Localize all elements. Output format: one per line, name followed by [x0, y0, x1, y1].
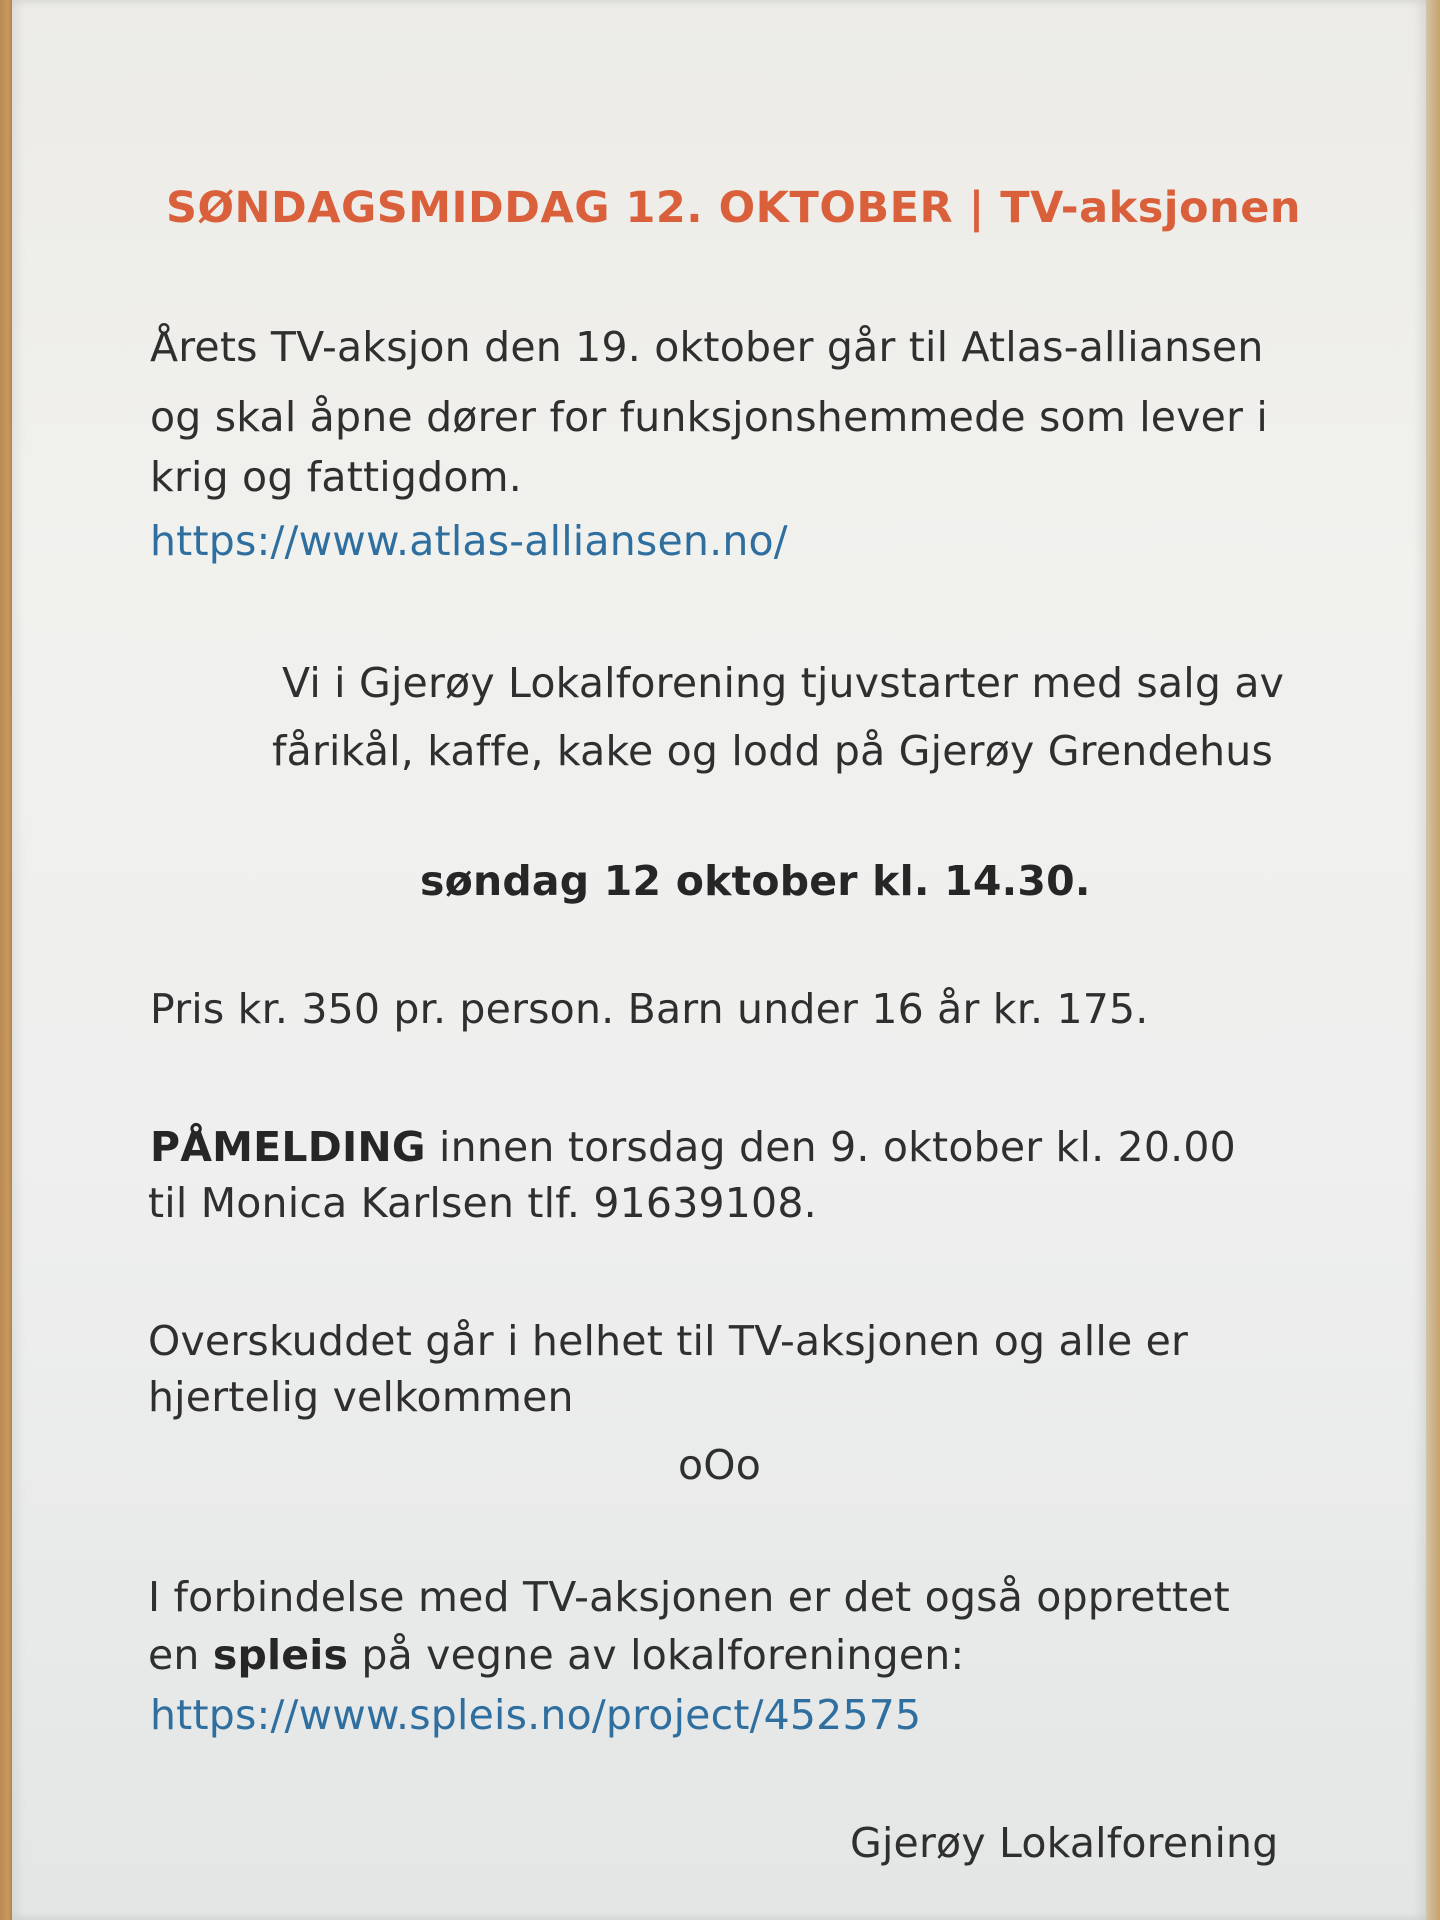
notice-title: SØNDAGSMIDDAG 12. OKTOBER | TV-aksjonen — [166, 183, 1301, 233]
surplus-line-1: Overskuddet går i helhet til TV-aksjonen og alle er — [148, 1317, 1189, 1365]
intro-line-2: og skal åpne dører for funksjonshemmede som lever i — [150, 393, 1268, 441]
spleis-line-1: I forbindelse med TV-aksjonen er det også opprettet — [148, 1573, 1230, 1621]
atlas-alliansen-link[interactable]: https://www.atlas-alliansen.no/ — [150, 517, 788, 565]
surplus-line-2: hjertelig velkommen — [148, 1373, 574, 1421]
spleis-suffix: på vegne av lokalforeningen: — [348, 1631, 965, 1679]
price-info: Pris kr. 350 pr. person. Barn under 16 år kr. 175. — [150, 985, 1149, 1033]
event-line-1: Vi i Gjerøy Lokalforening tjuvstarter med salg av — [282, 659, 1285, 707]
signup-label: PÅMELDING — [150, 1123, 426, 1171]
divider-ooo: oOo — [678, 1441, 762, 1489]
spleis-word: spleis — [212, 1631, 349, 1679]
event-line-2: fårikål, kaffe, kake og lodd på Gjerøy Grendehus — [272, 727, 1274, 775]
wooden-frame-edge — [1426, 0, 1440, 1920]
spleis-line-2 — [148, 1626, 964, 1685]
intro-line-3: krig og fattigdom. — [150, 453, 522, 501]
signup-line-2: til Monica Karlsen tlf. 91639108. — [148, 1179, 817, 1227]
intro-line-1: Årets TV-aksjon den 19. oktober går til Atlas-alliansen — [150, 323, 1264, 371]
spleis-prefix: en — [148, 1631, 213, 1679]
signup-line-1 — [150, 1118, 1236, 1177]
signature: Gjerøy Lokalforening — [850, 1819, 1279, 1867]
spleis-link[interactable]: https://www.spleis.no/project/452575 — [150, 1691, 922, 1739]
event-date: søndag 12 oktober kl. 14.30. — [420, 857, 1091, 905]
signup-deadline: innen torsdag den 9. oktober kl. 20.00 — [425, 1123, 1236, 1171]
